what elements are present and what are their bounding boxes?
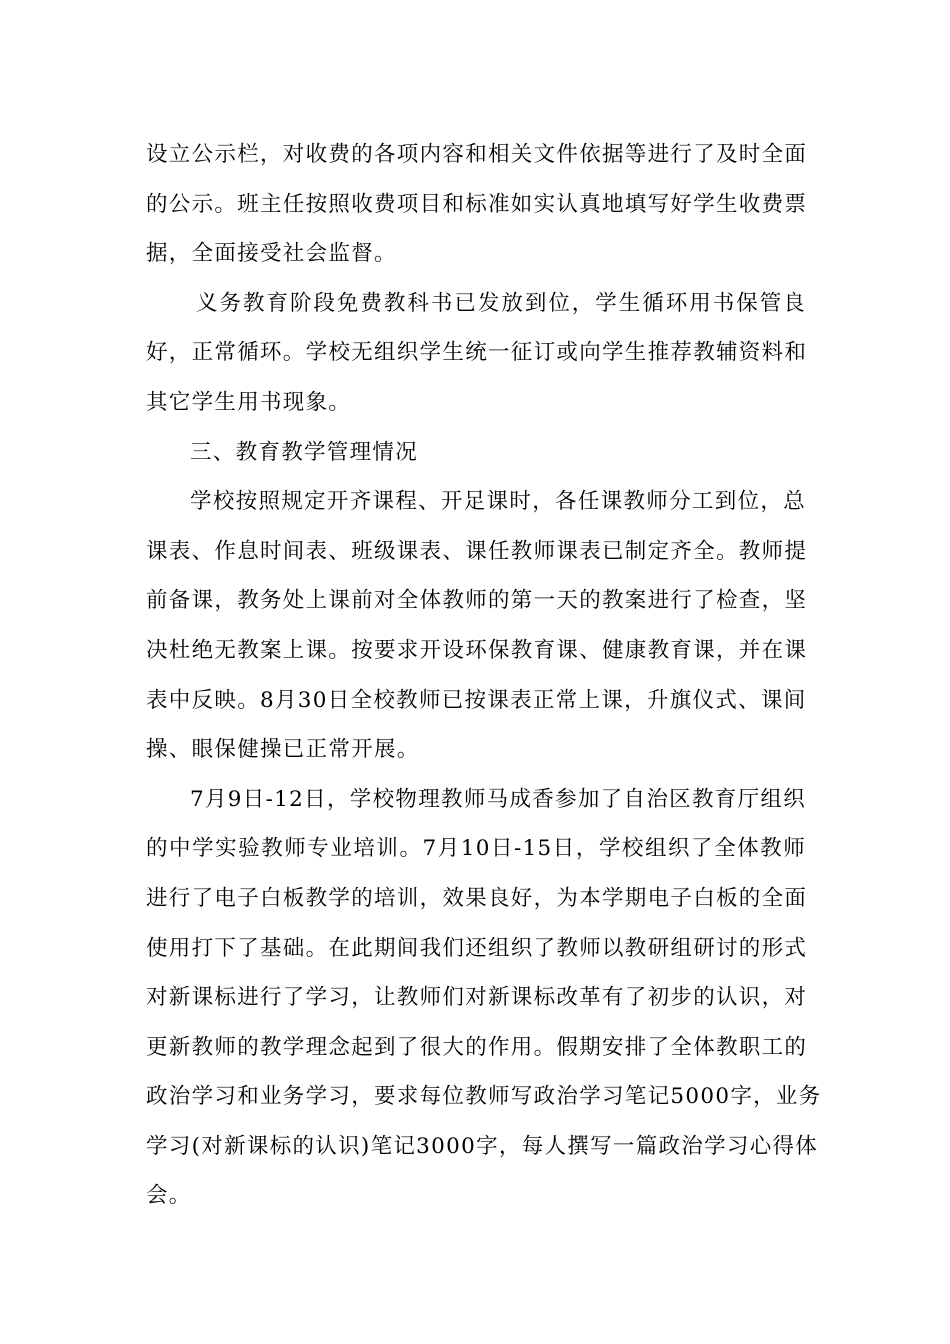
- text-line: 操、眼保健操已正常开展。: [146, 737, 420, 763]
- text-line: 对新课标进行了学习，让教师们对新课标改革有了初步的认识，对: [146, 985, 808, 1011]
- text-line: 其它学生用书现象。: [146, 389, 352, 415]
- text-line: 前备课，教务处上课前对全体教师的第一天的教案进行了检查，坚: [146, 588, 808, 614]
- text-line: 使用打下了基础。在此期间我们还组织了教师以教研组研讨的形式: [146, 935, 808, 961]
- text-line: 的中学实验教师专业培训。7月10日-15日，学校组织了全体教师: [146, 836, 806, 862]
- text-line: 会。: [146, 1183, 192, 1209]
- text-line: 义务教育阶段免费教科书已发放到位，学生循环用书保管良: [196, 290, 806, 316]
- text-line: 学习(对新课标的认识)笔记3000字，每人撰写一篇政治学习心得体: [146, 1133, 819, 1159]
- text-line: 的公示。班主任按照收费项目和标准如实认真地填写好学生收费票: [146, 191, 808, 217]
- text-line: 好，正常循环。学校无组织学生统一征订或向学生推荐教辅资料和: [146, 340, 808, 366]
- document-body: [146, 130, 822, 1221]
- text-line: 政治学习和业务学习，要求每位教师写政治学习笔记5000字，业务: [146, 1084, 822, 1110]
- text-line: 学校按照规定开齐课程、开足课时，各任课教师分工到位，总: [190, 489, 806, 515]
- text-line: 进行了电子白板教学的培训，效果良好，为本学期电子白板的全面: [146, 885, 808, 911]
- text-line: 7月9日-12日，学校物理教师马成香参加了自治区教育厅组织: [190, 786, 806, 812]
- text-line: 表中反映。8月30日全校教师已按课表正常上课，升旗仪式、课间: [146, 687, 807, 713]
- text-line: 决杜绝无教案上课。按要求开设环保教育课、健康教育课，并在课: [146, 637, 808, 663]
- section-heading: 三、教育教学管理情况: [190, 439, 419, 465]
- text-line: 更新教师的教学理念起到了很大的作用。假期安排了全体教职工的: [146, 1034, 808, 1060]
- text-line: 课表、作息时间表、班级课表、课任教师课表已制定齐全。教师提: [146, 538, 808, 564]
- text-line: 据，全面接受社会监督。: [146, 241, 397, 267]
- text-line: 设立公示栏，对收费的各项内容和相关文件依据等进行了及时全面: [146, 142, 808, 167]
